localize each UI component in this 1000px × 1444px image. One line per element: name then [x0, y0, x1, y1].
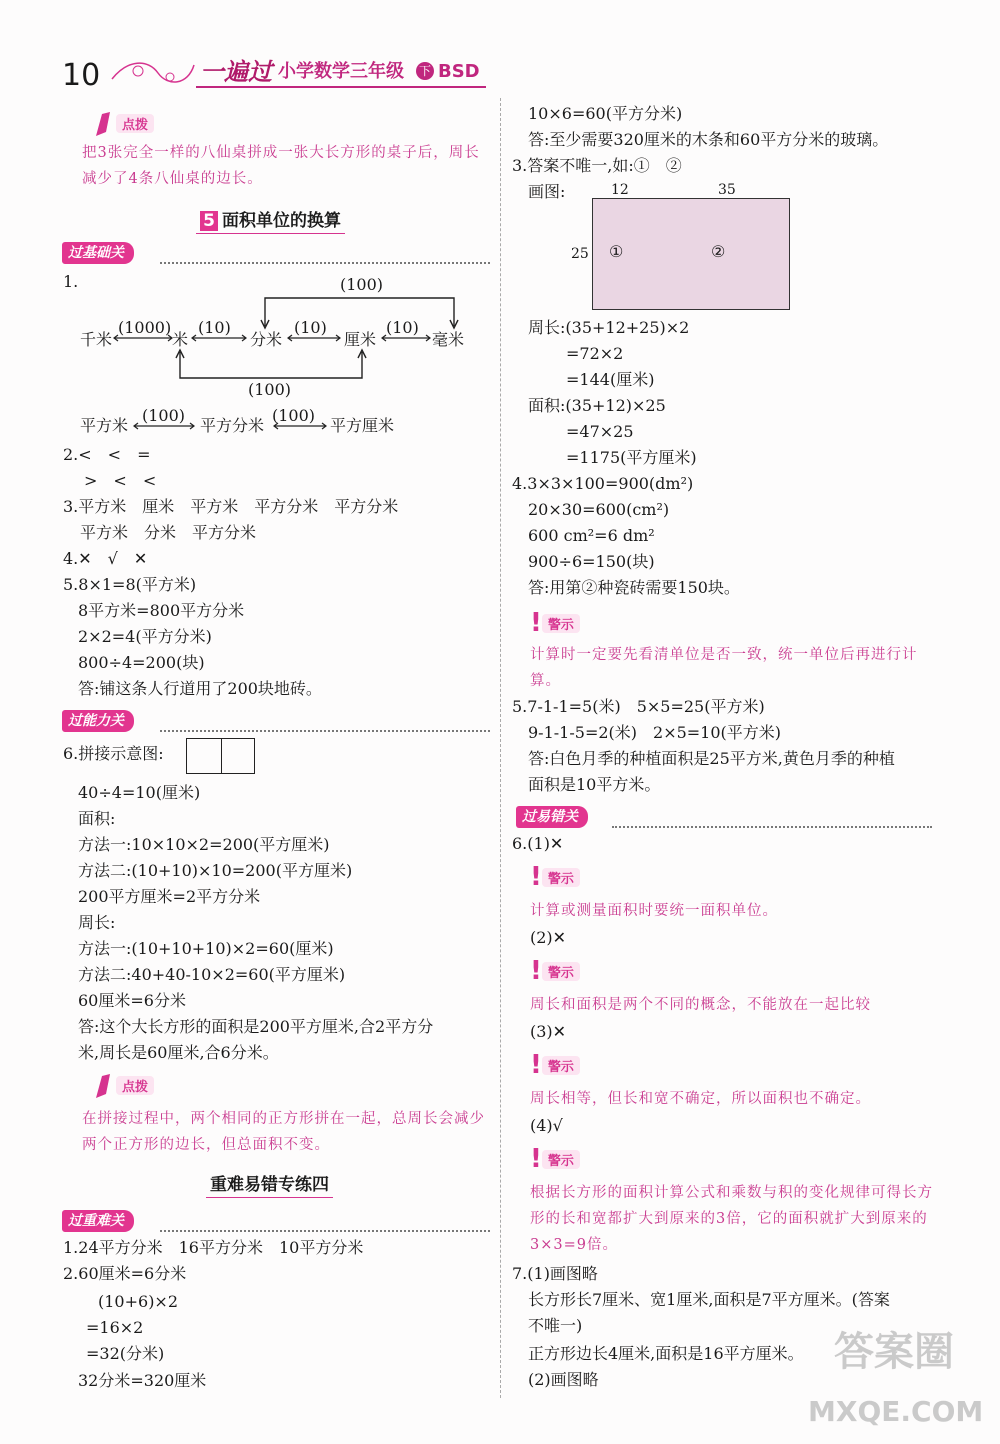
rate-cm-mm: (10): [386, 318, 419, 337]
q5-line-5: 答:铺这条人行道用了200块地砖。: [78, 679, 322, 698]
badge-rule: [160, 262, 490, 264]
column-divider: [500, 98, 501, 1398]
badge-hard-rule: [160, 1230, 490, 1232]
q7-line-3: 不唯一): [528, 1316, 583, 1335]
area-unit-cm2: 平方厘米: [330, 416, 395, 435]
q5-calc-3: 答:白色月季的种植面积是25平方米,黄色月季的种植: [528, 749, 895, 768]
badge-easy-rule: [612, 826, 932, 828]
fig-width-1: 12: [611, 182, 629, 198]
section-number: 5: [200, 211, 218, 231]
pencil-icon: [92, 108, 114, 138]
volume-badge: [416, 62, 434, 80]
fig-height: 25: [571, 246, 589, 262]
q5-line-2: 8平方米=800平方分米: [78, 601, 245, 620]
edition-label: BSD: [438, 61, 480, 82]
warn-badge-5: [530, 1146, 580, 1172]
warn-text-3: 周长和面积是两个不同的概念，不能放在一起比较: [530, 997, 871, 1013]
warn-text-5: 根据长方形的面积计算公式和乘数与积的变化规律可得长方形的长和宽都扩大到原来的3倍，它的面积就扩大到原来的3×3=9倍。: [530, 1185, 933, 1253]
warn-badge-3: [530, 958, 580, 984]
warn-text-2: 计算或测量面积时要统一面积单位。: [530, 903, 778, 919]
exclamation-icon: !: [530, 956, 542, 986]
warn-text-4: 周长相等，但长和宽不确定，所以面积也不确定。: [530, 1091, 871, 1107]
q3-line-1: 3.平方米 厘米 平方米 平方分米 平方分米: [63, 497, 399, 516]
watermark-url: MXQE.COM: [808, 1395, 984, 1428]
e4-line: (4)√: [530, 1116, 563, 1135]
q4-calc-4: 900÷6=150(块): [528, 552, 655, 571]
warn-label: 警示: [542, 868, 580, 887]
e1-line: 6.(1)✕: [512, 834, 564, 853]
q1-number: 1.: [63, 272, 79, 291]
q7-line-5: (2)画图略: [528, 1370, 599, 1389]
area-unit-dm2: 平方分米: [200, 416, 265, 435]
section-title-hard: 重难易错专练四: [206, 1170, 333, 1198]
q6-line-11: 米,周长是60厘米,合6分米。: [78, 1043, 279, 1062]
fig-label-1: ①: [609, 242, 624, 261]
e3-line: (3)✕: [530, 1022, 567, 1041]
watermark-logo: 答案圈: [834, 1329, 954, 1375]
tip-text-1: 把3张完全一样的八仙桌拼成一张大长方形的桌子后，周长减少了4条八仙桌的边长。: [82, 145, 480, 187]
warn-label: 警示: [542, 1150, 580, 1169]
unit-cm: 厘米: [344, 330, 377, 349]
q4-calc-3: 600 cm²=6 dm²: [528, 526, 655, 545]
q6-line-9: 60厘米=6分米: [78, 991, 186, 1010]
warn-label: 警示: [542, 962, 580, 981]
q4-calc-1: 4.3×3×100=900(dm²): [512, 474, 694, 493]
q6-line-2: 面积:: [78, 809, 116, 828]
tip-label: 点拨: [116, 114, 154, 133]
fig-width-2: 35: [718, 182, 736, 198]
q6-intro: 6.拼接示意图:: [63, 744, 164, 763]
q3-calc-1: 周长:(35+12+25)×2: [528, 318, 690, 337]
header-decoration-icon: [108, 55, 198, 91]
rate-m-dm: (10): [198, 318, 231, 337]
badge-easy: 过易错关: [516, 806, 588, 828]
q4-line: 4.✕ √ ✕: [63, 549, 148, 568]
exclamation-icon: !: [530, 608, 542, 638]
rate-dm-cm: (10): [294, 318, 327, 337]
warn-badge-4: [530, 1052, 580, 1078]
brand-logo: 一遍过: [200, 58, 272, 86]
r2-line-5: 32分米=320厘米: [78, 1371, 207, 1390]
fig-label-2: ②: [711, 242, 726, 261]
warn-text-1: 计算时一定要先看清单位是否一致，统一单位后再进行计算。: [530, 647, 918, 689]
q3-draw-label: 画图:: [528, 182, 566, 201]
r2-line-1: 2.60厘米=6分米: [63, 1264, 187, 1283]
q3-calc-4: 面积:(35+12)×25: [528, 396, 666, 415]
warn-badge-2: [530, 864, 580, 890]
q2-line-1: 2.< < =: [63, 445, 151, 464]
q6-line-10: 答:这个大长方形的面积是200平方厘米,合2平方分: [78, 1017, 434, 1036]
badge-ability: 过能力关: [62, 710, 134, 732]
q3-calc-5: =47×25: [566, 422, 634, 441]
q5-line-4: 800÷4=200(块): [78, 653, 205, 672]
exclamation-icon: !: [530, 862, 542, 892]
unit-m: 米: [172, 330, 189, 349]
tip-badge-2: [92, 1070, 154, 1100]
right-top-line-1: 10×6=60(平方分米): [528, 104, 683, 123]
badge-hard: 过重难关: [62, 1210, 134, 1232]
r1-line: 1.24平方分米 16平方分米 10平方分米: [63, 1238, 364, 1257]
q2-line-2: > < <: [84, 471, 157, 490]
area-rate-1: (100): [142, 406, 186, 425]
q6-line-7: 方法一:(10+10+10)×2=60(厘米): [78, 939, 334, 958]
header-subtitle: 小学数学三年级: [278, 61, 404, 82]
q6-square-1: [186, 738, 222, 774]
q7-line-4: 正方形边长4厘米,面积是16平方厘米。: [528, 1344, 804, 1363]
q3-calc-2: =72×2: [566, 344, 624, 363]
area-rate-2: (100): [272, 406, 316, 425]
tip-badge-1: [92, 108, 154, 138]
r2-line-4: =32(分米): [86, 1344, 165, 1363]
q5-calc-2: 9-1-1-5=2(米) 2×5=10(平方米): [528, 723, 782, 742]
area-unit-m2: 平方米: [80, 416, 129, 435]
tip-label: 点拨: [116, 1076, 154, 1095]
q5-line-1: 5.8×1=8(平方米): [63, 575, 197, 594]
warn-badge-1: [530, 610, 580, 636]
q6-line-4: 方法二:(10+10)×10=200(平方厘米): [78, 861, 353, 880]
e2-line: (2)✕: [530, 928, 567, 947]
q3-calc-3: =144(厘米): [566, 370, 655, 389]
unit-km: 千米: [80, 330, 113, 349]
q6-line-6: 周长:: [78, 913, 116, 932]
exclamation-icon: !: [530, 1144, 542, 1174]
right-top-line-2: 答:至少需要320厘米的木条和60平方分米的玻璃。: [528, 130, 889, 149]
unit-dm: 分米: [250, 330, 283, 349]
q6-line-5: 200平方厘米=2平方分米: [78, 887, 261, 906]
page-number: 10: [62, 58, 101, 93]
q7-line-1: 7.(1)画图略: [512, 1264, 598, 1283]
q6-line-8: 方法二:40+40-10×2=60(平方厘米): [78, 965, 346, 984]
warn-label: 警示: [542, 614, 580, 633]
q1-arrows: [80, 290, 490, 390]
exclamation-icon: !: [530, 1050, 542, 1080]
unit-mm: 毫米: [432, 330, 465, 349]
volume-badge-text: 下: [418, 64, 431, 78]
q6-line-1: 40÷4=10(厘米): [78, 783, 201, 802]
q6-line-3: 方法一:10×10×2=200(平方厘米): [78, 835, 330, 854]
q1-top-label: (100): [340, 275, 384, 294]
q1-bottom-label: (100): [248, 380, 292, 399]
q5-line-3: 2×2=4(平方分米): [78, 627, 212, 646]
q6-square-2: [220, 738, 255, 774]
badge-basic: 过基础关: [62, 242, 134, 264]
section-title-text: 面积单位的换算: [222, 211, 341, 231]
warn-label: 警示: [542, 1056, 580, 1075]
q7-line-2: 长方形长7厘米、宽1厘米,面积是7平方厘米。(答案: [528, 1290, 890, 1309]
q4-calc-5: 答:用第②种瓷砖需要150块。: [528, 578, 740, 597]
q3-calc-6: =1175(平方厘米): [566, 448, 697, 467]
section-title-5: [196, 206, 345, 234]
rate-km-m: (1000): [118, 318, 172, 337]
pencil-icon: [92, 1070, 114, 1100]
q5-calc-4: 面积是10平方米。: [528, 775, 661, 794]
q3-intro: 3.答案不唯一,如:① ②: [512, 156, 682, 175]
q3-line-2: 平方米 分米 平方分米: [80, 523, 257, 542]
header-rule: [196, 86, 486, 88]
q5-calc-1: 5.7-1-1=5(米) 5×5=25(平方米): [512, 697, 765, 716]
tip-text-2: 在拼接过程中，两个相同的正方形拼在一起，总周长会减少两个正方形的边长，但总面积不变。: [82, 1111, 485, 1153]
r2-line-2: (10+6)×2: [98, 1292, 179, 1311]
r2-line-3: =16×2: [86, 1318, 144, 1337]
q4-calc-2: 20×30=600(cm²): [528, 500, 670, 519]
badge-ability-rule: [160, 730, 490, 732]
